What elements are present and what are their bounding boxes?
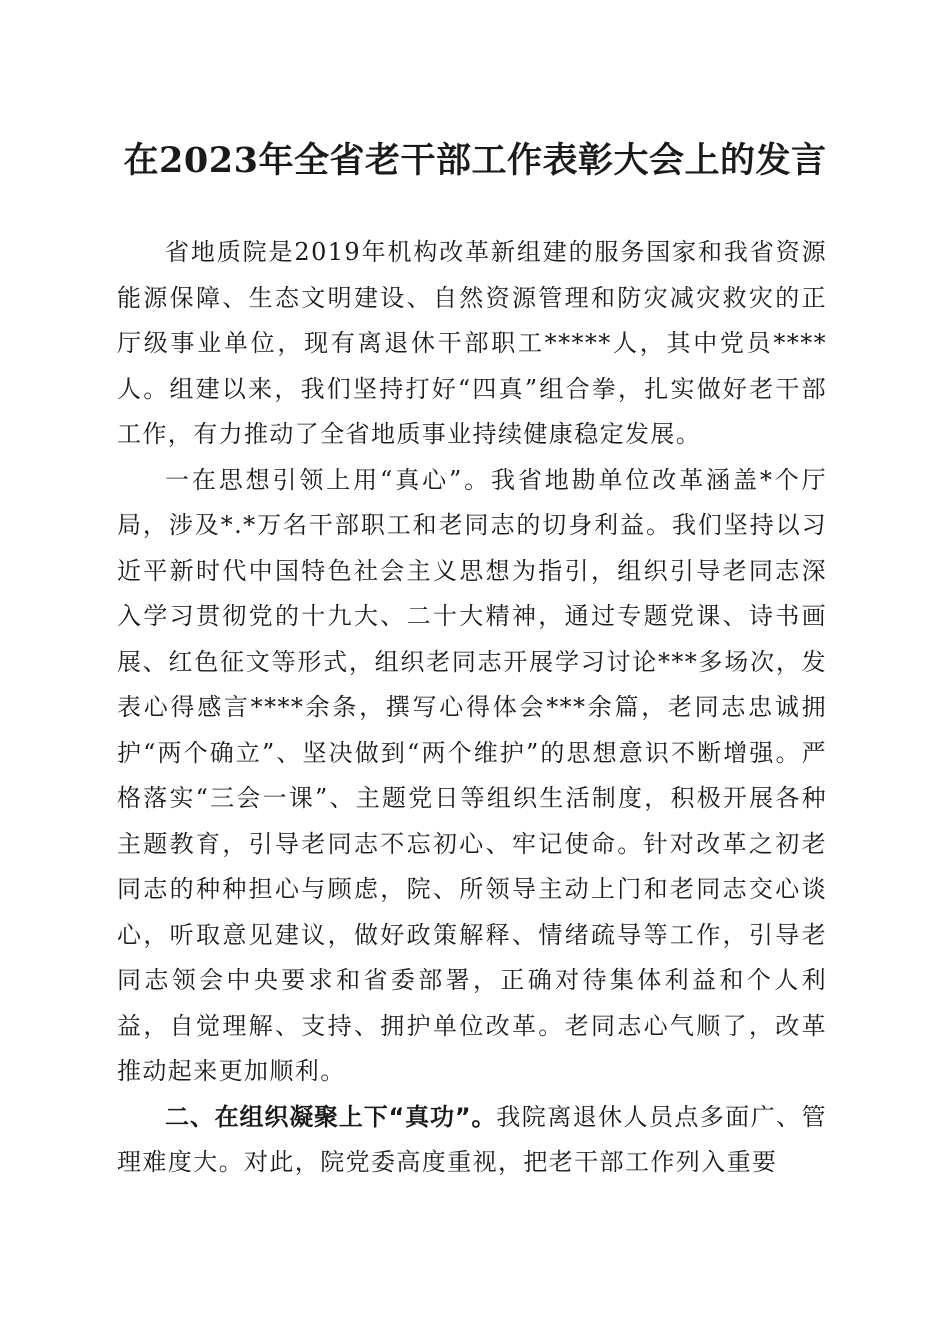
paragraph-text: 我院离退休人员点多面广、管理难度大。对此，院党委高度重视，把老干部工作列入重要 <box>117 1102 827 1176</box>
document-title: 在2023年全省老干部工作表彰大会上的发言 <box>123 140 827 181</box>
paragraph-section-two <box>117 1095 827 1186</box>
section-heading: 二、在组织凝聚上下“真功”。 <box>165 1102 497 1131</box>
paragraph-intro <box>117 230 827 458</box>
paragraph-section-one <box>117 458 827 1095</box>
document-body <box>117 230 827 1186</box>
paragraph-text: 省地质院是2019年机构改革新组建的服务国家和我省资源能源保障、生态文明建设、自然资源管理和防灾减灾救灾的正厅级事业单位，现有离退休干部职工*****人，其中党员****人。组建以来，我们坚持打好“四真”组合拳，扎实做好老干部工作，有力推动了全省地质事业持续健康稳定发展。 <box>117 238 827 448</box>
paragraph-text: 一在思想引领上用“真心”。我省地勘单位改革涵盖*个厅局，涉及*.*万名干部职工和老同志的切身利益。我们坚持以习近平新时代中国特色社会主义思想为指引，组织引导老同志深入学习贯彻党的十九大、二十大精神，通过专题党课、诗书画展、红色征文等形式，组织老同志开展学习讨论***多场次，发表心得感言****余条，撰写心得体会***余篇，老同志忠诚拥护“两个确立”、坚决做到“两个维护”的思想意识不断增强。严格落实“三会一课”、主题党日等组织生活制度，积极开展各种主题教育，引导老同志不忘初心、牢记使命。针对改革之初老同志的种种担心与顾虑，院、所领导主动上门和老同志交心谈心，听取意见建议，做好政策解释、情绪疏导等工作，引导老同志领会中央要求和省委部署，正确对待集体利益和个人利益，自觉理解、支持、拥护单位改革。老同志心气顺了，改革推动起来更加顺利。 <box>117 465 827 1085</box>
